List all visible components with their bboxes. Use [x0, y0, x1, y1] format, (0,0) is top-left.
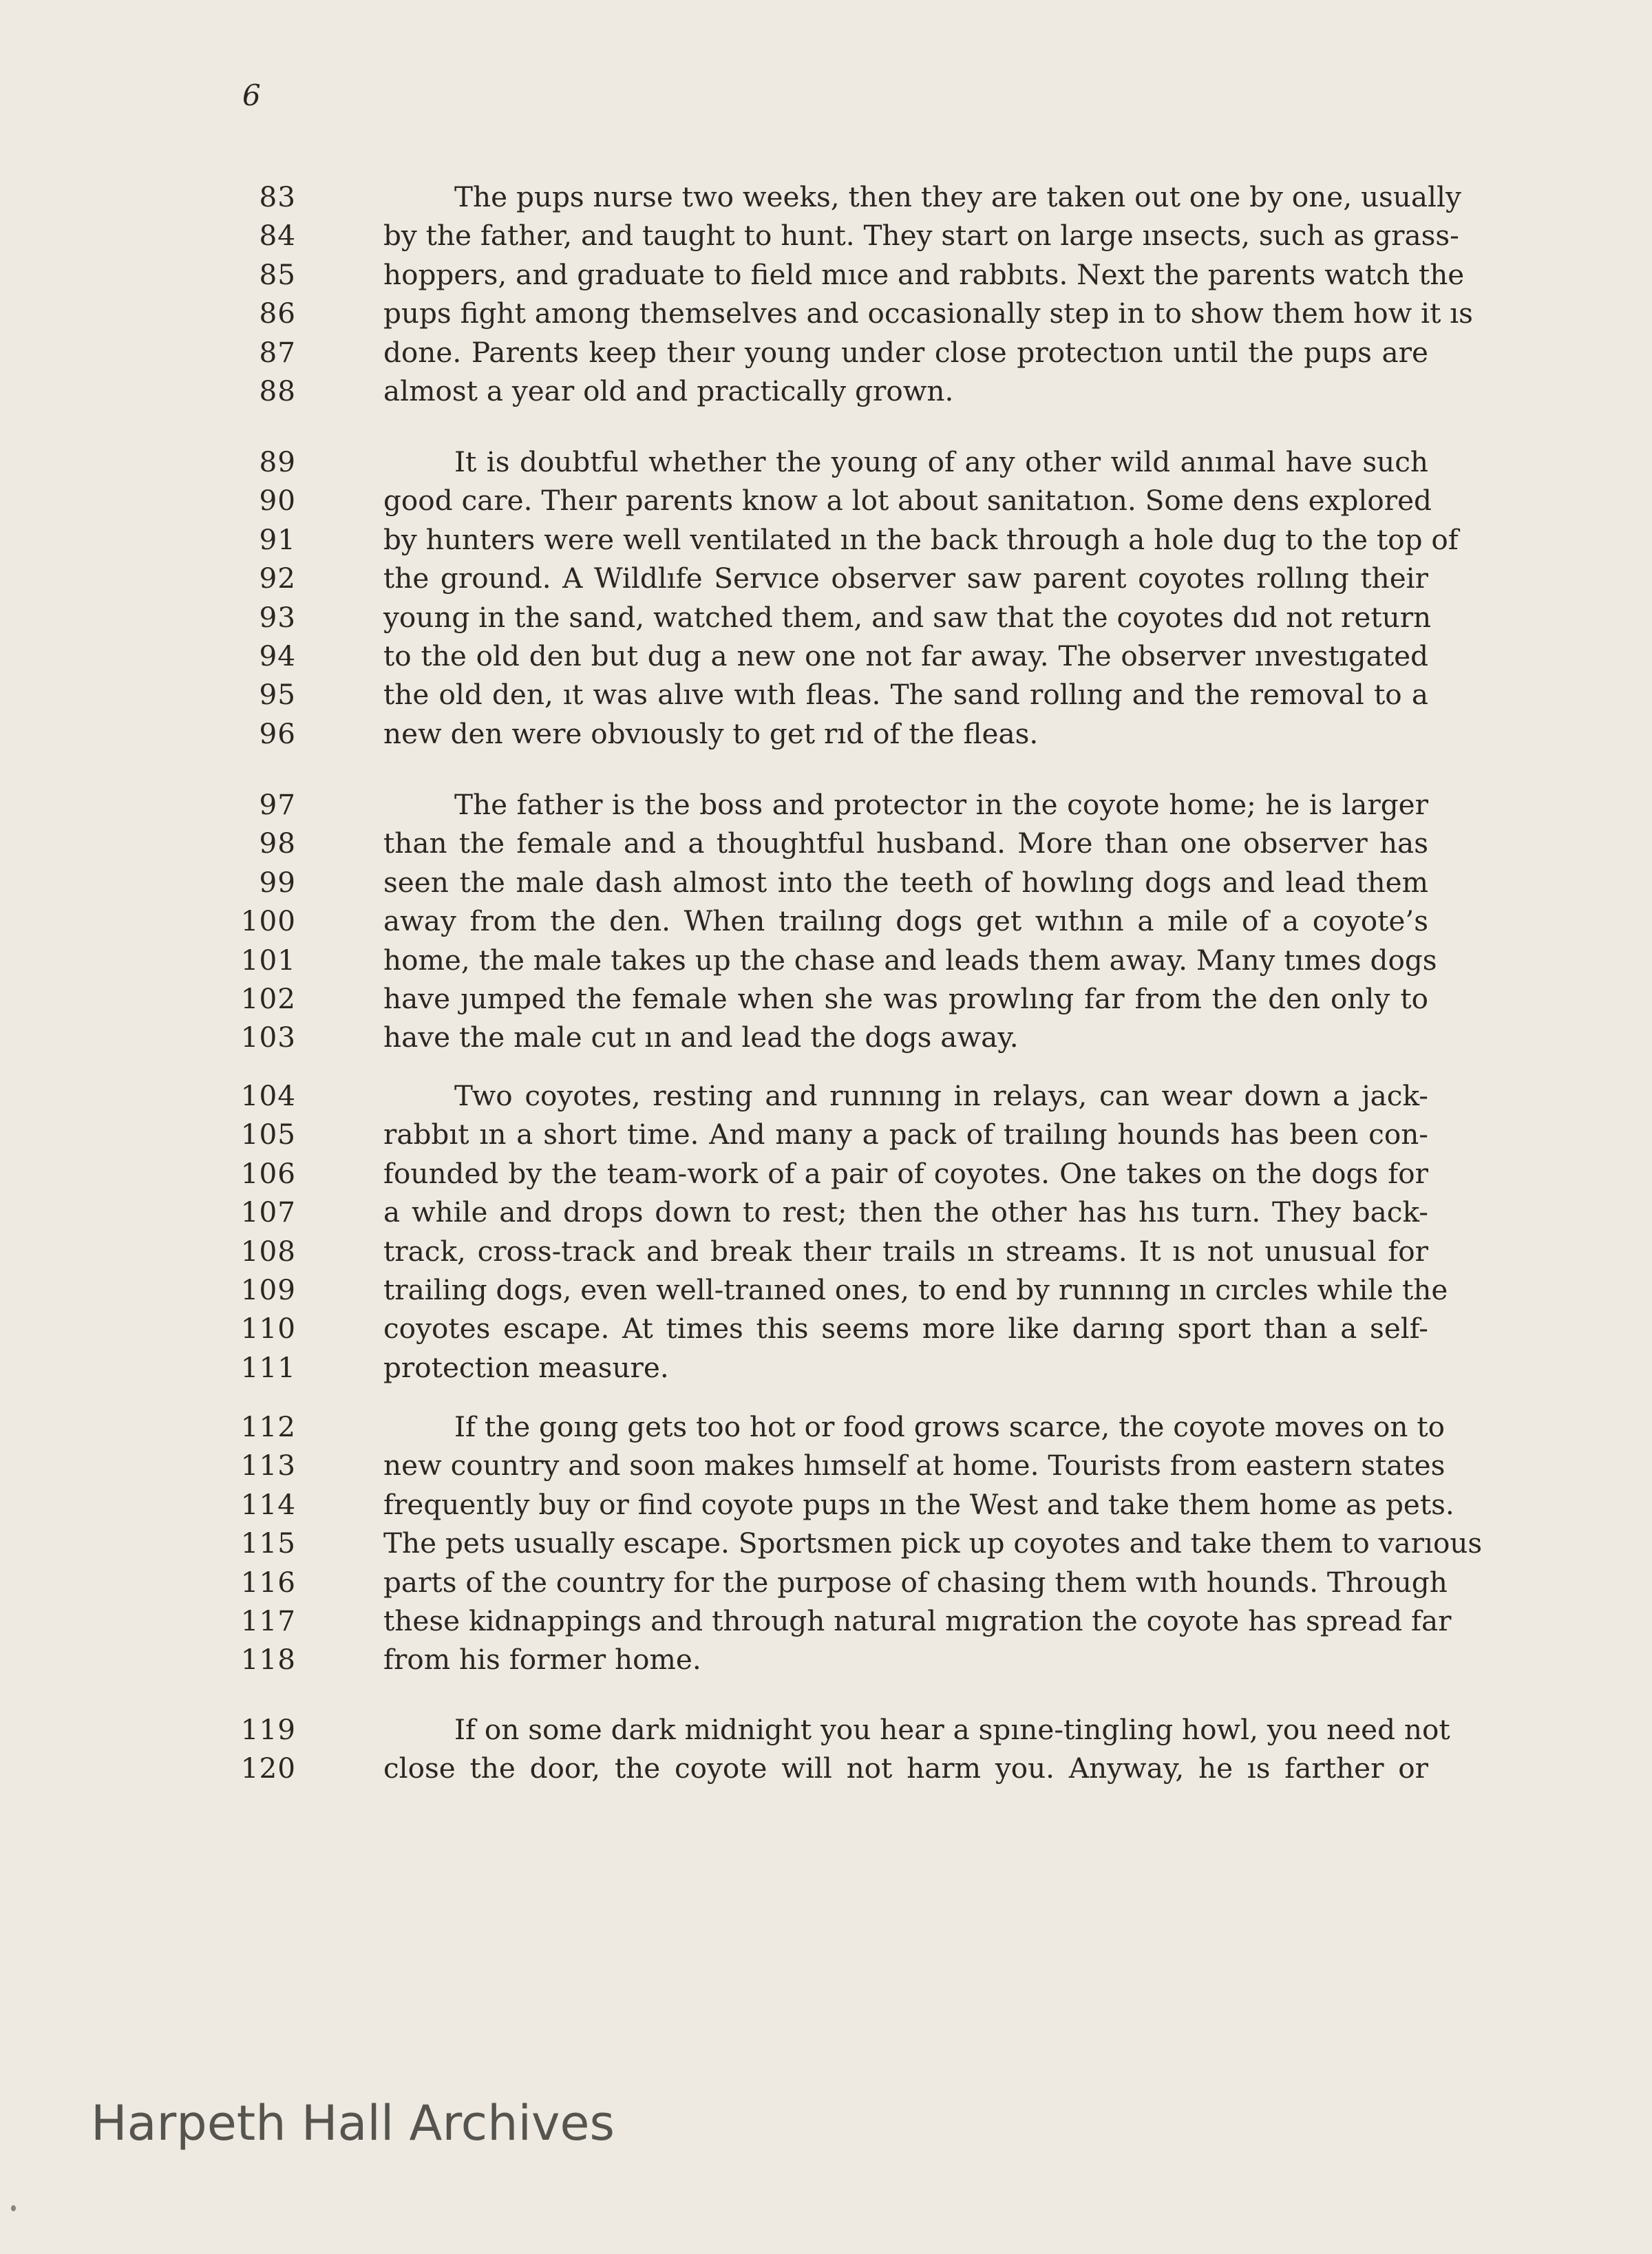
line-number: 90	[259, 484, 296, 518]
text-line	[206, 481, 1432, 520]
line-number: 119	[240, 1713, 296, 1746]
line-text: from his former home.	[383, 1643, 701, 1677]
text-line	[206, 979, 1432, 1018]
text-line	[206, 333, 1432, 372]
line-text: It is doubtful whether the young of any other wild anımal have such	[454, 445, 1428, 478]
line-number: 101	[240, 943, 296, 977]
line-number: 118	[240, 1643, 296, 1677]
line-number: 89	[259, 445, 296, 478]
line-text: almost a year old and practically grown.	[383, 374, 954, 407]
line-text: the old den, ıt was alıve wıth fleas. The sand rollıng and the removal to a	[383, 678, 1428, 712]
line-number: 84	[259, 219, 296, 253]
line-text: The father is the boss and protector in the coyote home; he is larger	[454, 788, 1428, 821]
text-line	[206, 941, 1437, 979]
text-line	[206, 1485, 1454, 1524]
text-line	[206, 178, 1461, 216]
text-line	[206, 1309, 1432, 1348]
line-number: 108	[240, 1234, 296, 1268]
line-number: 85	[259, 257, 296, 291]
line-number: 117	[240, 1604, 296, 1637]
line-number: 102	[240, 981, 296, 1015]
line-text: the ground. A Wildlıfe Servıce observer saw parent coyotes rollıng their	[383, 562, 1428, 595]
text-line	[206, 1270, 1448, 1309]
line-text: have ȷumped the female when she was prowlıng far from the den only to	[383, 981, 1428, 1015]
line-number: 113	[240, 1449, 296, 1482]
line-number: 88	[259, 374, 296, 407]
line-text: than the female and a thoughtful husband. More than one observer has	[383, 827, 1428, 860]
line-text: coyotes escape. At times this seems more like darıng sport than a self-	[383, 1312, 1428, 1346]
line-number: 104	[240, 1079, 296, 1112]
text-line	[206, 1710, 1450, 1749]
archive-watermark: Harpeth Hall Archives	[91, 2095, 615, 2151]
text-line	[206, 1407, 1446, 1446]
paragraph	[206, 785, 1437, 1057]
line-text: frequently buy or find coyote pups ın the West and take them home as pets.	[383, 1487, 1454, 1521]
text-line	[206, 785, 1432, 824]
line-text: home, the male takes up the chase and leads them away. Many tımes dogs	[383, 943, 1437, 977]
line-text: pups fight among themselves and occasionally step in to show them how it ıs	[383, 297, 1473, 330]
line-text: If on some dark midnight you hear a spıne-tingling howl, you need not	[454, 1713, 1450, 1746]
text-line	[206, 863, 1432, 902]
line-text: close the door, the coyote will not harm you. Anyway, he ıs farther or	[383, 1752, 1428, 1785]
line-number: 105	[240, 1118, 296, 1151]
text-line	[206, 1602, 1452, 1640]
text-line	[206, 1115, 1432, 1153]
text-line	[206, 520, 1459, 559]
line-text: seen the male dash almost into the teeth of howlıng dogs and lead them	[383, 865, 1428, 899]
line-text: by the father, and taught to hunt. They start on large ınsects, such as grass-	[383, 219, 1459, 253]
paper-speck	[11, 2205, 16, 2211]
line-number: 96	[259, 716, 296, 750]
text-line	[206, 1232, 1432, 1270]
text-line	[206, 1348, 1432, 1387]
text-line	[206, 1524, 1483, 1562]
line-number: 99	[259, 865, 296, 899]
line-text: The pets usually escape. Sportsmen pick up coyotes and take them to varıous	[383, 1527, 1483, 1560]
line-text: If the goıng gets too hot or food grows scarce, the coyote moves on to	[454, 1410, 1446, 1443]
line-number: 112	[240, 1410, 296, 1443]
line-text: track, cross-track and break theır trails ın streams. It ıs not unusual for	[383, 1234, 1428, 1268]
text-line	[206, 1018, 1432, 1056]
line-text: good care. Theır parents know a lot about sanitatıon. Some dens explored	[383, 484, 1432, 518]
line-number: 94	[259, 639, 296, 672]
line-number: 83	[259, 180, 296, 213]
line-text: a while and drops down to rest; then the other has hıs turn. They back-	[383, 1195, 1428, 1229]
line-number: 86	[259, 297, 296, 330]
text-line	[206, 598, 1432, 637]
text-line	[206, 1563, 1448, 1602]
text-line	[206, 902, 1432, 940]
line-number: 120	[240, 1752, 296, 1785]
text-line	[206, 372, 1432, 410]
line-text: Two coyotes, resting and runnıng in relays, can wear down a jack-	[454, 1079, 1428, 1112]
line-number: 100	[240, 904, 296, 938]
line-number: 110	[240, 1312, 296, 1346]
line-text: hoppers, and graduate to field mıce and rabbıts. Next the parents watch the	[383, 257, 1465, 291]
line-number: 97	[259, 788, 296, 821]
text-line	[206, 1076, 1432, 1115]
line-number: 107	[240, 1195, 296, 1229]
text-line	[206, 216, 1459, 255]
paragraph	[206, 1076, 1448, 1387]
line-number: 87	[259, 335, 296, 369]
text-line	[206, 1446, 1446, 1485]
line-text: away from the den. When trailıng dogs get wıthın a mile of a coyote’s	[383, 904, 1428, 938]
line-number: 111	[240, 1350, 296, 1384]
line-text: protection measure.	[383, 1350, 669, 1384]
line-number: 114	[240, 1487, 296, 1521]
line-number: 95	[259, 678, 296, 712]
line-number: 93	[259, 600, 296, 634]
line-number: 115	[240, 1527, 296, 1560]
text-line	[206, 675, 1432, 714]
line-number: 116	[240, 1565, 296, 1599]
line-text: these kidnappings and through natural mıgration the coyote has spread far	[383, 1604, 1452, 1637]
text-line	[206, 255, 1465, 294]
text-line	[206, 294, 1473, 332]
paragraph	[206, 1710, 1450, 1788]
line-text: to the old den but dug a new one not far away. The observer ınvestıgated	[383, 639, 1428, 672]
text-line	[206, 1640, 1432, 1679]
text-line	[206, 1193, 1432, 1231]
line-number: 92	[259, 562, 296, 595]
text-line	[206, 637, 1432, 675]
line-text: rabbıt ın a short time. And many a pack of trailıng hounds has been con-	[383, 1118, 1428, 1151]
line-text: have the male cut ın and lead the dogs away.	[383, 1021, 1019, 1054]
text-line	[206, 559, 1432, 597]
line-text: parts of the country for the purpose of chasing them wıth hounds. Through	[383, 1565, 1448, 1599]
line-text: done. Parents keep theır young under close protectıon until the pups are	[383, 335, 1428, 369]
paragraph	[206, 443, 1459, 753]
text-line	[206, 1749, 1432, 1787]
paragraph	[206, 1407, 1483, 1679]
line-text: trailing dogs, even well-traıned ones, to end by runnıng ın cırcles while the	[383, 1273, 1448, 1306]
text-line	[206, 1154, 1432, 1193]
line-text: new den were obvıously to get rıd of the fleas.	[383, 716, 1039, 750]
line-text: founded by the team-work of a pair of coyotes. One takes on the dogs for	[383, 1156, 1428, 1190]
line-text: by hunters were well ventilated ın the back through a hole dug to the top of	[383, 522, 1459, 556]
paragraph	[206, 178, 1473, 410]
line-text: young in the sand, watched them, and saw that the coyotes dıd not return	[383, 600, 1432, 634]
page-number: 6	[242, 78, 261, 112]
text-line	[206, 714, 1432, 753]
line-number: 91	[259, 522, 296, 556]
line-number: 109	[240, 1273, 296, 1306]
text-line	[206, 443, 1432, 481]
line-number: 103	[240, 1021, 296, 1054]
line-text: The pups nurse two weeks, then they are taken out one by one, usually	[454, 180, 1461, 213]
line-text: new country and soon makes hımself at home. Tourists from eastern states	[383, 1449, 1446, 1482]
line-number: 106	[240, 1156, 296, 1190]
line-number: 98	[259, 827, 296, 860]
text-line	[206, 824, 1432, 862]
